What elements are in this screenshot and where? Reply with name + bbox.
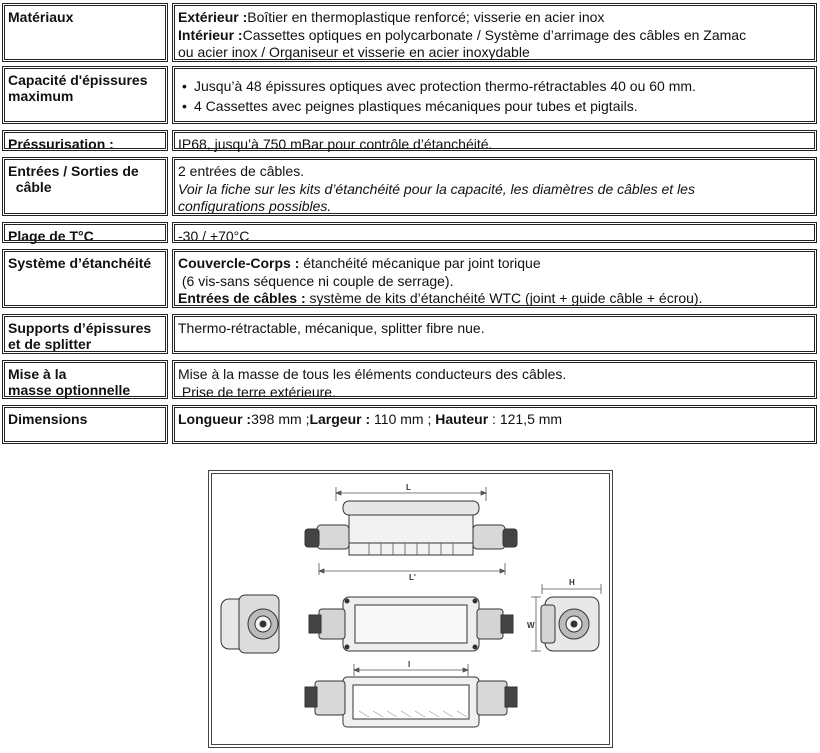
spec-value-text: Mise à la masse de tous les éléments conducteurs des câbles.: [178, 366, 567, 382]
spec-value-bold: Largeur :: [309, 411, 371, 427]
spec-value-bold: Couvercle-Corps :: [178, 255, 300, 271]
spec-row-dimensions: [2, 405, 817, 444]
spec-value-italic: configurations possibles.: [178, 198, 332, 214]
closure-top-view: [309, 597, 513, 651]
spec-value-text: : 121,5 mm: [488, 411, 563, 427]
spec-label: [2, 66, 168, 124]
bullet-icon: •: [182, 78, 187, 94]
spec-row-plage-temperature: [2, 222, 817, 243]
spec-label-line: Dimensions: [8, 411, 88, 427]
spec-label-line: et de splitter: [8, 336, 92, 352]
spec-value-line: [178, 181, 812, 199]
spec-value: [172, 314, 817, 354]
spec-label: [2, 130, 168, 151]
spec-label-line: Mise à la: [8, 366, 67, 382]
spec-value: [172, 405, 817, 444]
dim-l-label: l: [408, 660, 411, 669]
spec-value-text: système de kits d’étanchéité WTC (joint + guide câble + écrou).: [305, 290, 703, 306]
spec-value-line: [178, 320, 812, 338]
spec-row-capacite-epissures: [2, 66, 817, 124]
spec-value-text: étanchéité mécanique par joint torique: [299, 255, 541, 271]
spec-value-text: (6 vis-sans séquence ni couple de serrage).: [178, 272, 454, 289]
spec-value-line: [178, 411, 812, 429]
spec-value-line: [178, 44, 812, 62]
spec-label: [2, 249, 168, 308]
dim-L: [336, 487, 486, 501]
closure-left-end-view: [221, 595, 279, 653]
spec-row-entrees-sorties: [2, 157, 817, 216]
spec-value: [172, 360, 817, 399]
spec-value-line: [178, 9, 812, 27]
spec-value: [172, 249, 817, 308]
spec-label-line: masse optionnelle: [8, 382, 131, 398]
dim-W-label: W: [527, 621, 535, 630]
spec-value-bold: Extérieur :: [178, 9, 248, 25]
dim-H-label: H: [569, 578, 575, 587]
spec-value-line: [178, 136, 812, 154]
spec-value-line: [178, 255, 812, 273]
spec-value-text: 110 mm ;: [370, 411, 436, 427]
spec-bullet-item: [178, 96, 812, 116]
spec-value-bold: Intérieur :: [178, 26, 243, 43]
spec-value-bold: Longueur :: [178, 411, 252, 427]
spec-value-text: IP68, jusqu’à 750 mBar pour contrôle d’étanchéité.: [178, 136, 493, 152]
spec-value: [172, 3, 817, 62]
spec-label: [2, 314, 168, 354]
spec-value-line: [178, 228, 812, 246]
spec-label-line: Supports d’épissures: [8, 320, 152, 336]
spec-label-line: Système d’étanchéité: [8, 255, 152, 271]
spec-value-bold: Hauteur: [435, 411, 489, 427]
closure-section-view: [305, 677, 517, 727]
spec-row-pressurisation: [2, 130, 817, 151]
spec-value-text: -30 / +70°C: [178, 228, 250, 244]
spec-bullet-text: Jusqu’à 48 épissures optiques avec protection thermo-rétractables 40 ou 60 mm.: [194, 78, 696, 94]
spec-value-italic: Voir la fiche sur les kits d’étanchéité pour la capacité, les diamètres de câbles et les: [178, 180, 695, 197]
spec-value-text: Prise de terre extérieure.: [178, 383, 336, 400]
spec-value: [172, 66, 817, 124]
spec-value-text: Thermo-rétractable, mécanique, splitter fibre nue.: [178, 320, 485, 336]
spec-value: [172, 157, 817, 216]
spec-label: [2, 405, 168, 444]
closure-side-view: [305, 501, 517, 555]
spec-value-text: Boîtier en thermoplastique renforcé; visserie en acier inox: [247, 9, 605, 25]
spec-label-line: câble: [8, 179, 52, 195]
spec-row-mise-a-la-masse: [2, 360, 817, 399]
spec-label: [2, 157, 168, 216]
spec-label-line: Capacité d'épissures: [8, 72, 148, 88]
dim-L-label: L: [406, 483, 411, 492]
spec-value-text: 2 entrées de câbles.: [178, 163, 305, 179]
spec-value-line: [178, 27, 812, 45]
spec-row-systeme-etancheite: [2, 249, 817, 308]
spec-label-line: Matériaux: [8, 9, 74, 25]
spec-value-text: ou acier inox / Organiseur et visserie en acier inoxydable: [178, 44, 530, 60]
spec-label: [2, 360, 168, 399]
bullet-icon: •: [182, 98, 187, 114]
spec-value-line: [178, 163, 812, 181]
dimension-drawing: [208, 470, 613, 748]
spec-value-text: Cassettes optiques en polycarbonate / Système d’arrimage des câbles en Zamac: [242, 26, 747, 43]
spec-value-text: 398 mm ;: [251, 411, 310, 427]
spec-value-line: [178, 198, 812, 216]
spec-row-materiaux: [2, 3, 817, 62]
spec-value-line: [178, 290, 812, 308]
dim-l: [354, 664, 468, 676]
spec-label-line: Préssurisation :: [8, 136, 114, 152]
dim-Lprime-label: L': [409, 573, 416, 582]
spec-value-line: [178, 366, 812, 384]
closure-right-end-view: [541, 597, 599, 651]
spec-value: [172, 222, 817, 243]
spec-label-line: maximum: [8, 88, 74, 104]
spec-label: [2, 222, 168, 243]
closure-drawing-svg: [209, 471, 612, 747]
spec-row-supports-epissures: [2, 314, 817, 354]
spec-value-bold: Entrées de câbles :: [178, 290, 306, 306]
spec-value: [172, 130, 817, 151]
spec-bullet-item: [178, 76, 812, 96]
spec-bullet-text: 4 Cassettes avec peignes plastiques mécaniques pour tubes et pigtails.: [194, 98, 638, 114]
spec-value-line: [178, 384, 812, 402]
spec-label-line: Entrées / Sorties de: [8, 163, 139, 179]
spec-label-line: Plage de T°C: [8, 228, 94, 244]
spec-label: [2, 3, 168, 62]
spec-value-line: [178, 273, 812, 291]
